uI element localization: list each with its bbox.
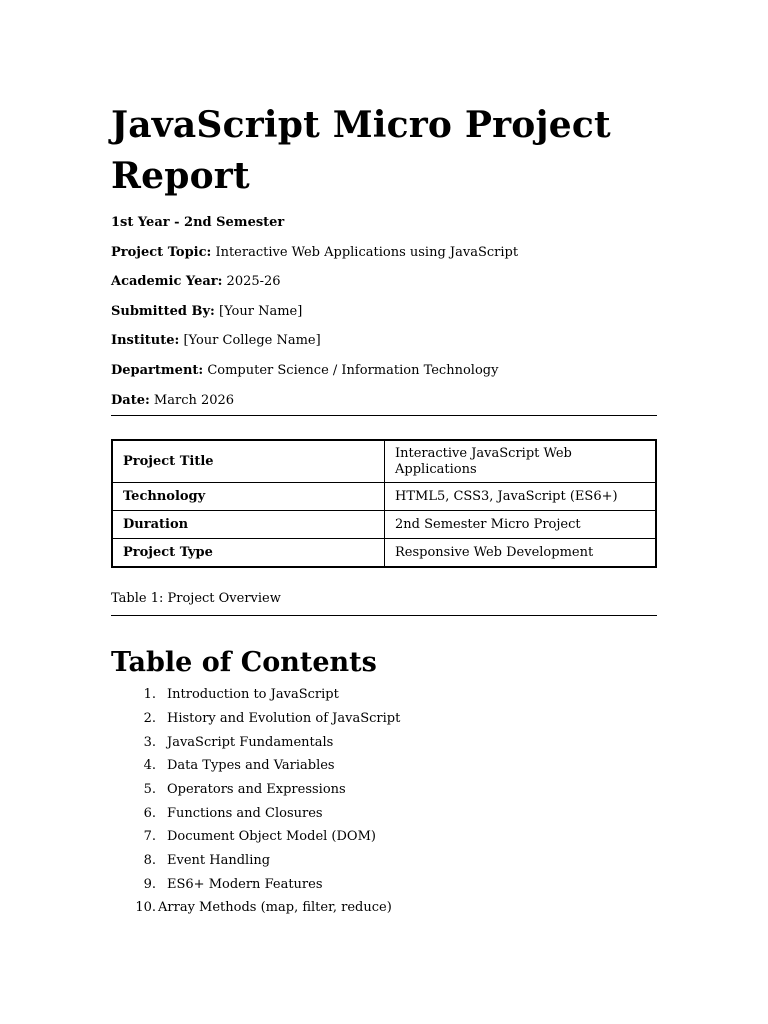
table-row — [112, 539, 656, 568]
report-metadata — [111, 215, 657, 422]
table-cell-key: Technology — [112, 483, 385, 511]
list-item — [111, 782, 657, 806]
institute-label: Institute: — [111, 333, 180, 349]
list-item — [111, 900, 657, 924]
list-item-text: Data Types and Variables — [167, 758, 335, 774]
table-cell-value: Responsive Web Development — [385, 539, 657, 568]
submitted-by-value: [Your Name] — [214, 303, 303, 319]
document-page — [111, 100, 657, 924]
divider-bottom — [111, 615, 657, 616]
institute-value: [Your College Name] — [179, 333, 321, 349]
list-item-text: Document Object Model (DOM) — [167, 829, 376, 845]
institute-line — [111, 333, 657, 363]
list-item-text: ES6+ Modern Features — [167, 876, 323, 892]
table-row — [112, 483, 656, 511]
list-item-number: 5. — [143, 781, 156, 797]
list-item-number: 7. — [143, 829, 156, 845]
project-overview-table — [111, 439, 657, 568]
date-value: March 2026 — [149, 392, 235, 408]
list-item-number: 1. — [143, 687, 156, 703]
department-label: Department: — [111, 362, 204, 378]
list-item — [111, 806, 657, 830]
table-row — [112, 511, 656, 539]
list-item — [111, 853, 657, 877]
list-item — [111, 758, 657, 782]
list-item-text: Functions and Closures — [167, 805, 323, 821]
list-item — [111, 711, 657, 735]
list-item — [111, 735, 657, 759]
date-label: Date: — [111, 392, 150, 408]
list-item — [111, 877, 657, 901]
department-line — [111, 363, 657, 393]
list-item-number: 10. — [135, 900, 156, 916]
list-item-text: Introduction to JavaScript — [167, 687, 339, 703]
year-semester: 1st Year - 2nd Semester — [111, 215, 285, 230]
department-value: Computer Science / Information Technology — [203, 362, 499, 378]
toc-list — [111, 687, 657, 924]
list-item-number: 6. — [143, 805, 156, 821]
table-caption: Table 1: Project Overview — [111, 591, 281, 607]
document-title: JavaScript Micro Project Report — [111, 104, 611, 197]
date-line — [111, 393, 657, 423]
table-cell-value: HTML5, CSS3, JavaScript (ES6+) — [385, 483, 657, 511]
academic-year-line — [111, 274, 657, 304]
table-row — [112, 440, 656, 483]
list-item-number: 2. — [143, 710, 156, 726]
list-item-number: 8. — [143, 852, 156, 868]
academic-year-value: 2025-26 — [222, 274, 281, 290]
divider-top — [111, 415, 657, 416]
list-item-number: 3. — [143, 734, 156, 750]
list-item-text: Array Methods (map, filter, reduce) — [158, 900, 392, 916]
project-topic-line — [111, 245, 657, 275]
project-topic-label: Project Topic: — [111, 244, 212, 260]
list-item-number: 4. — [143, 758, 156, 774]
toc-heading: Table of Contents — [111, 647, 377, 679]
list-item — [111, 687, 657, 711]
table-cell-value: Interactive JavaScript Web Applications — [385, 440, 657, 483]
submitted-by-line — [111, 304, 657, 334]
submitted-by-label: Submitted By: — [111, 303, 215, 319]
list-item-text: Operators and Expressions — [167, 781, 346, 797]
list-item-text: Event Handling — [167, 852, 271, 868]
year-semester-line — [111, 215, 657, 245]
table-cell-key: Project Title — [112, 440, 385, 483]
table-cell-key: Duration — [112, 511, 385, 539]
project-topic-value: Interactive Web Applications using JavaScript — [211, 244, 519, 260]
list-item-text: History and Evolution of JavaScript — [167, 710, 401, 726]
academic-year-label: Academic Year: — [111, 274, 223, 290]
list-item-number: 9. — [143, 876, 156, 892]
table-cell-value: 2nd Semester Micro Project — [385, 511, 657, 539]
list-item — [111, 829, 657, 853]
list-item-text: JavaScript Fundamentals — [167, 734, 334, 750]
table-cell-key: Project Type — [112, 539, 385, 568]
